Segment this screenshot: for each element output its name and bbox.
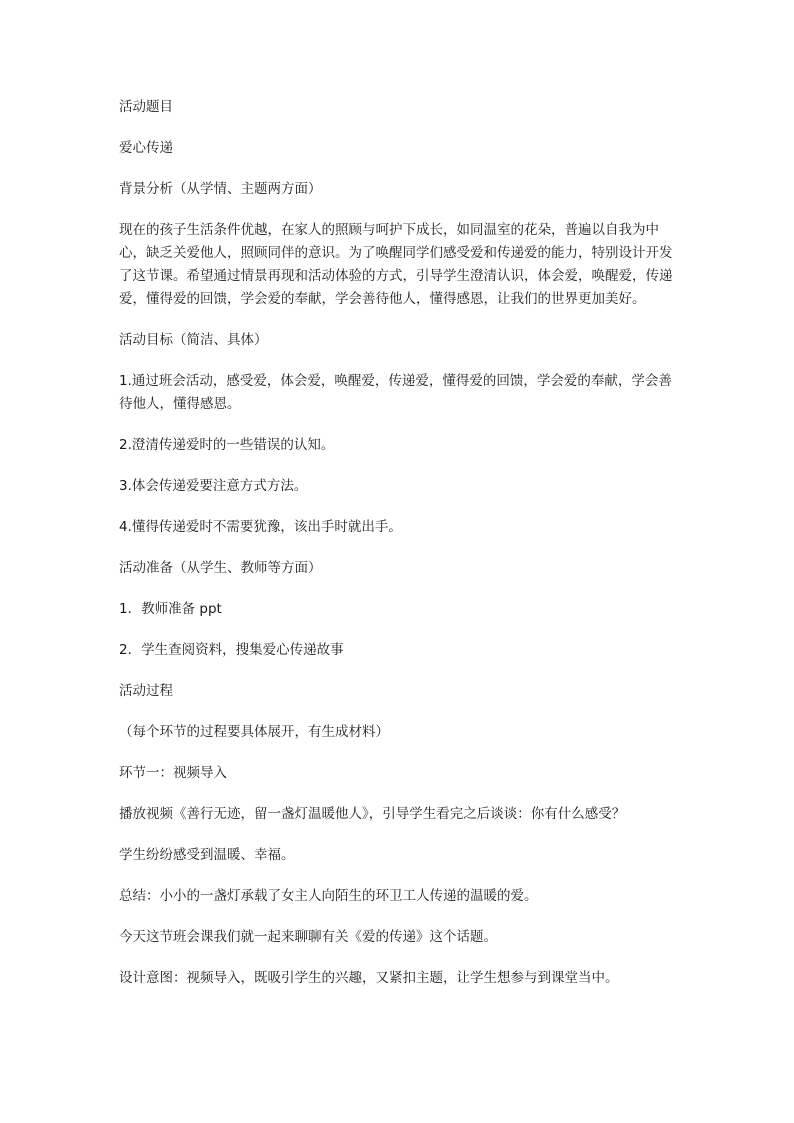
document-page xyxy=(119,96,679,1008)
step-one-topic: 今天这节班会课我们就一起来聊聊有关《爱的传递》这个话题。 xyxy=(119,929,497,945)
goal-item-4: 4.懂得传递爱时不需要犹豫，该出手时就出手。 xyxy=(119,519,402,535)
section-heading-process: 活动过程 xyxy=(119,683,173,699)
step-one-video: 播放视频《善行无迹，留一盏灯温暖他人》，引导学生看完之后谈谈：你有什么感受？ xyxy=(119,806,626,822)
step-one-heading: 环节一：视频导入 xyxy=(119,765,227,781)
preparation-item-1: 1．教师准备 ppt xyxy=(119,601,222,617)
section-heading-background: 背景分析（从学情、主题两方面） xyxy=(119,181,322,197)
step-one-design-intent: 设计意图：视频导入，既吸引学生的兴趣，又紧扣主题，让学生想参与到课堂当中。 xyxy=(119,970,619,986)
background-paragraph: 现在的孩子生活条件优越，在家人的照顾与呵护下成长，如同温室的花朵，普遍以自我为中心，缺乏关爱他人，照顾同伴的意识。为了唤醒同学们感受爱和传递爱的能力，特别设计开发了这节课。希望通过情景再现和活动体验的方式，引导学生澄清认识，体会爱，唤醒爱，传递爱，懂得爱的回馈，学会爱的奉献，学会善待他人，懂得感恩，让我们的世界更加美好。 xyxy=(119,222,673,307)
section-heading-activity-title: 活动题目 xyxy=(119,99,173,115)
goal-item-1: 1.通过班会活动，感受爱，体会爱，唤醒爱，传递爱，懂得爱的回馈，学会爱的奉献，学会善待他人，懂得感恩。 xyxy=(119,373,672,412)
step-one-response: 学生纷纷感受到温暖、幸福。 xyxy=(119,847,295,863)
process-note: （每个环节的过程要具体展开，有生成材料） xyxy=(119,724,389,740)
section-heading-goals: 活动目标（简洁、具体） xyxy=(119,332,268,348)
goal-item-3: 3.体会传递爱要注意方式方法。 xyxy=(119,478,308,494)
section-heading-preparation: 活动准备（从学生、教师等方面） xyxy=(119,560,322,576)
step-one-summary: 总结：小小的一盏灯承载了女主人向陌生的环卫工人传递的温暖的爱。 xyxy=(119,888,538,904)
activity-title: 爱心传递 xyxy=(119,140,173,156)
goal-item-2: 2.澄清传递爱时的一些错误的认知。 xyxy=(119,437,335,453)
preparation-item-2: 2．学生查阅资料，搜集爱心传递故事 xyxy=(119,642,344,658)
